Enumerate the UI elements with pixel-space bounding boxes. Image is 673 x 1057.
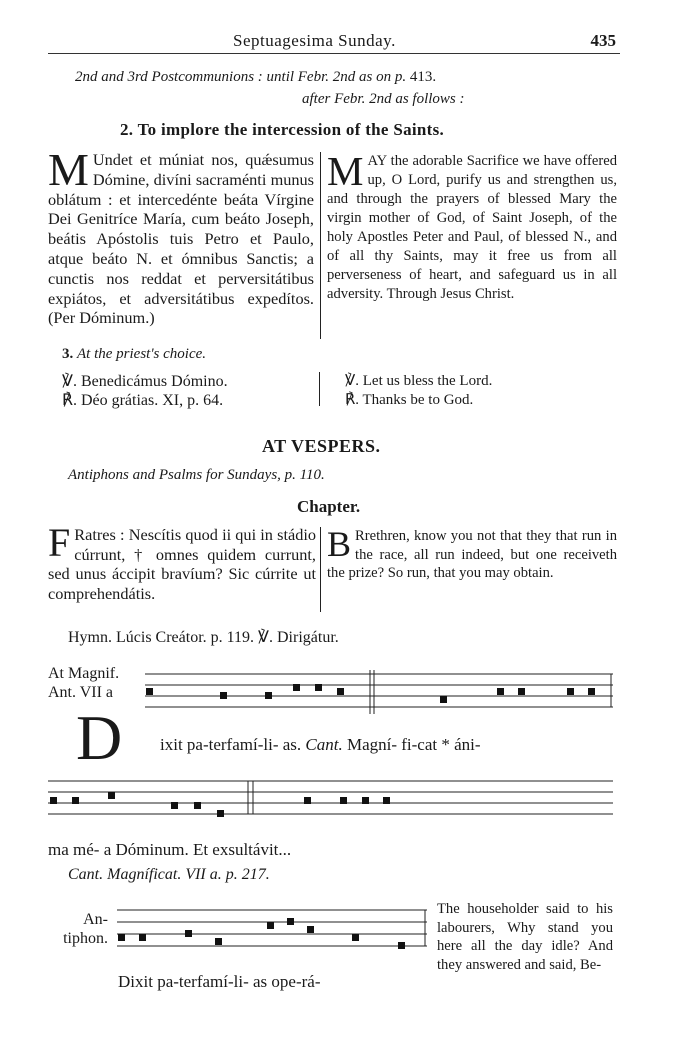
latin-prayer (48, 144, 314, 328)
neume (108, 792, 115, 799)
antiphons-reference: Antiphons and Psalms for Sundays, p. 110. (68, 467, 325, 483)
english-versicle: ℣. Let us bless the Lord. (345, 373, 493, 389)
chant-clef (118, 934, 125, 941)
neume (518, 688, 525, 695)
chant-staff-3 (117, 904, 427, 954)
chapter-heading: Chapter. (297, 497, 361, 516)
magnificat-label: At Magnif. Ant. VII a (48, 665, 120, 701)
english-chapter (327, 524, 617, 583)
latin-chapter-dropcap: F (48, 520, 71, 565)
chant-text-line1: ixit pa-terfamí-li- as. Cant. Magní- fi-cat * áni- (160, 735, 481, 754)
english-response: ℟. Thanks be to God. (345, 392, 474, 408)
chapter-divider (320, 527, 321, 612)
latin-chapter-text: Ratres : Nescítis quod ii qui in stádio cúrrunt, † omnes quidem currunt, sed unus áccipit bravíum? Sic cúrrite ut comprehendátis. (48, 525, 316, 603)
neume (588, 688, 595, 695)
chant-text-line2: ma mé- a Dóminum. Et exsultávit... (48, 840, 292, 859)
column-divider (320, 152, 321, 339)
english-prayer (327, 148, 617, 304)
postcommunion-note-line2: after Febr. 2nd as follows : (302, 91, 465, 107)
english-dropcap: M (327, 148, 364, 194)
latin-versicle: ℣. Benedicámus Dómino. (62, 373, 228, 390)
antiphon-text: Dixit pa-terfamí-li- as ope-rá- (118, 972, 321, 991)
neume (220, 692, 227, 699)
priest-choice-heading: 3. At the priest's choice. (62, 346, 207, 362)
latin-chapter (48, 520, 316, 603)
versicle-divider (319, 372, 320, 406)
english-versicles (345, 372, 492, 410)
latin-response: ℟. Déo grátias. XI, p. 64. (62, 392, 224, 409)
neume (340, 797, 347, 804)
chant-clef (50, 797, 57, 804)
postcommunion-note-line1: 2nd and 3rd Postcommunions : until Febr. 2nd as on p. 413. (75, 69, 437, 85)
hymn-reference: Hymn. Lúcis Creátor. p. 119. ℣. Dirigátur. (68, 629, 339, 646)
neume (293, 684, 300, 691)
english-chapter-dropcap: B (327, 524, 352, 564)
neume (362, 797, 369, 804)
neume (497, 688, 504, 695)
neume (567, 688, 574, 695)
chant-staff-2 (48, 777, 613, 825)
neume (215, 938, 222, 945)
latin-dropcap: M (48, 144, 89, 195)
vespers-heading: AT VESPERS. (262, 436, 381, 456)
antiphon-english: The householder said to his labourers, Why stand you here all the day idle? And they answered and said, Be- (437, 901, 613, 973)
neume (440, 696, 447, 703)
latin-versicles (62, 372, 228, 410)
neume (185, 930, 192, 937)
english-chapter-text: Rrethren, know you not that they that run in the race, all run indeed, but one receiveth the prize? So run, that you may obtain. (327, 528, 617, 581)
neume (72, 797, 79, 804)
neume (398, 942, 405, 949)
running-header (48, 27, 620, 54)
neume (287, 918, 294, 925)
canticle-reference: Cant. Magníficat. VII a. p. 217. (68, 866, 270, 883)
header-title: Septuagesima Sunday. (233, 31, 396, 50)
chant-staff-1 (145, 670, 613, 718)
neume (267, 922, 274, 929)
neume (315, 684, 322, 691)
neume (383, 797, 390, 804)
neume (307, 926, 314, 933)
neume (337, 688, 344, 695)
neume (352, 934, 359, 941)
chant-initial: D (76, 702, 123, 773)
page-number: 435 (590, 31, 616, 50)
neume (194, 802, 201, 809)
neume (217, 810, 224, 817)
neume (265, 692, 272, 699)
antiphon-label: An- tiphon. (63, 911, 108, 947)
section-heading-intercession: 2. To implore the intercession of the Saints. (120, 120, 445, 139)
latin-prayer-text: Undet et múniat nos, quǽsumus Dómine, divíni sacraménti munus oblátum : et intercedénte beáta Vírgine Dei Genitríce María, cum beáto Joseph, beátis Apóstolis tuis Petro et Paulo, atque beáto N. et ómnibus Sanctis; a cunctis nos reddat et perversitátibus expiátos, et adversitátibus expedítos. (Per Dóminum.) (48, 150, 314, 328)
neume (171, 802, 178, 809)
neume (304, 797, 311, 804)
neume (139, 934, 146, 941)
english-prayer-text: AY the adorable Sacrifice we have offered up, O Lord, purify us and strengthen us, and through the prayers of blessed Mary the virgin mother of God, of Saint Joseph, of the holy Apostles Peter and Paul, of blessed N., and of all thy Saints, may it free us from all perverseness of heart, and safeguard us in all adversity. Through Jesus Christ. (327, 153, 617, 302)
chant-clef (146, 688, 153, 695)
